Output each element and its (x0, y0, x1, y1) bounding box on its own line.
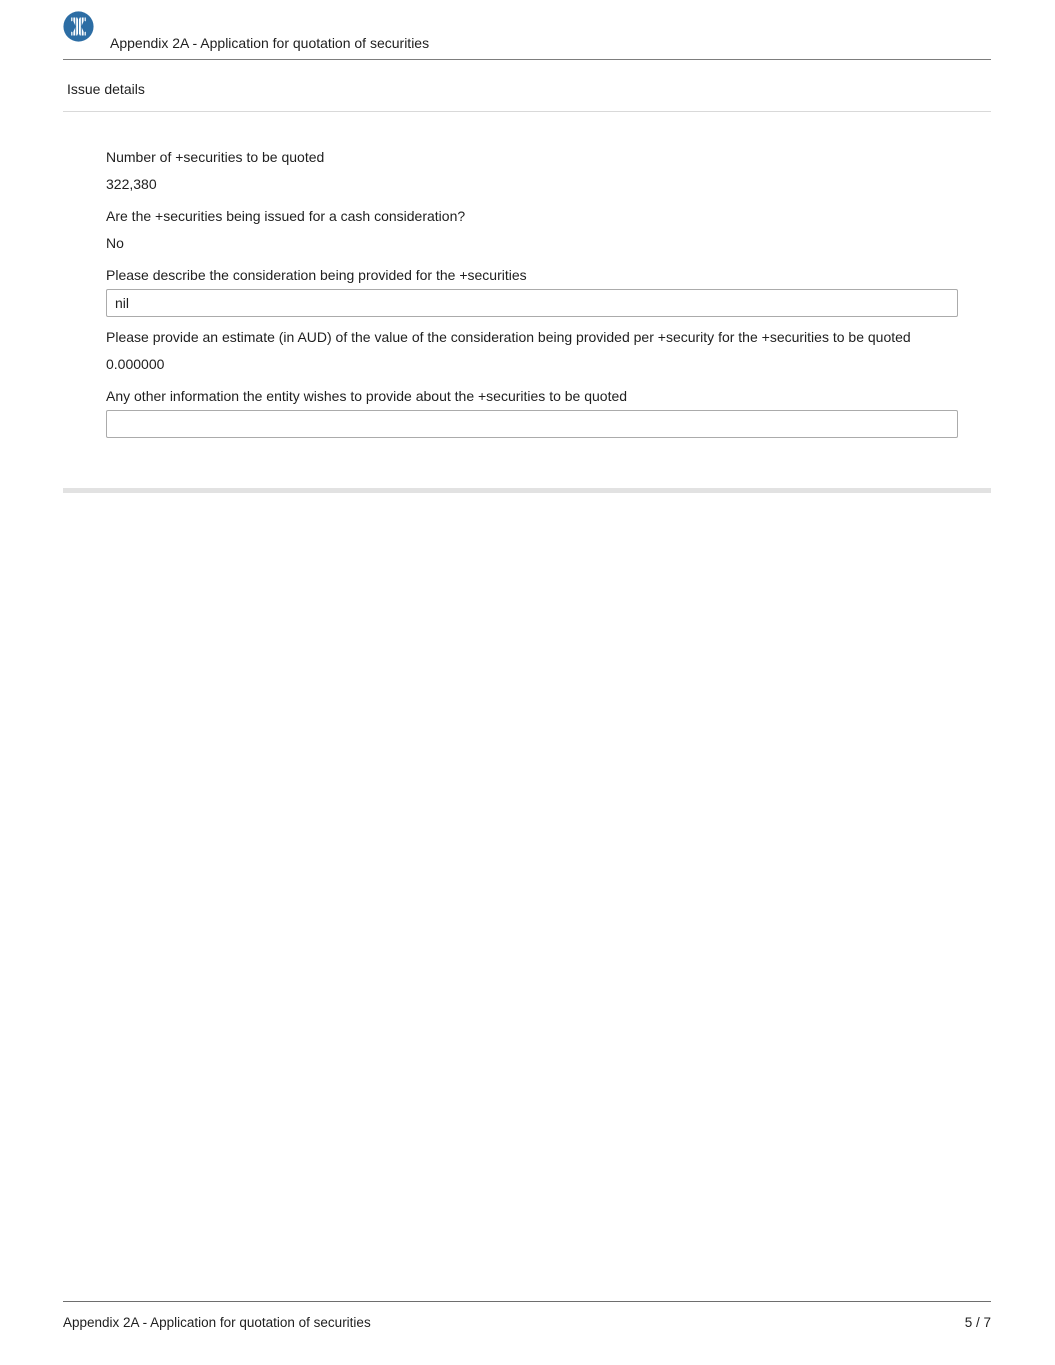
asx-logo-icon (63, 11, 94, 42)
field-value: No (106, 235, 124, 251)
consideration-description-input[interactable] (106, 289, 958, 317)
field-estimate-value-per-security (106, 329, 958, 373)
field-cash-consideration (106, 208, 958, 252)
field-label: Please provide an estimate (in AUD) of the value of the consideration being provided per +security for the +securities to be quoted (106, 329, 911, 345)
section-divider (63, 488, 991, 493)
field-label: Any other information the entity wishes to provide about the +securities to be quoted (106, 388, 628, 404)
section-header (63, 60, 991, 112)
document-title: Appendix 2A - Application for quotation of securities (110, 35, 430, 51)
field-consideration-description (106, 267, 958, 317)
field-other-information (106, 388, 958, 438)
other-information-input[interactable] (106, 410, 958, 438)
field-value: 322,380 (106, 176, 157, 192)
field-label: Please describe the consideration being provided for the +securities (106, 267, 527, 283)
page-indicator: 5 / 7 (964, 1315, 991, 1330)
issue-details-form (106, 112, 958, 438)
document-header (63, 0, 991, 60)
footer-title: Appendix 2A - Application for quotation of securities (63, 1315, 371, 1330)
field-number-of-securities (106, 149, 958, 193)
field-value: 0.000000 (106, 356, 165, 372)
field-label: Number of +securities to be quoted (106, 149, 325, 165)
document-footer (63, 1301, 991, 1331)
section-title: Issue details (67, 81, 145, 97)
field-label: Are the +securities being issued for a cash consideration? (106, 208, 466, 224)
